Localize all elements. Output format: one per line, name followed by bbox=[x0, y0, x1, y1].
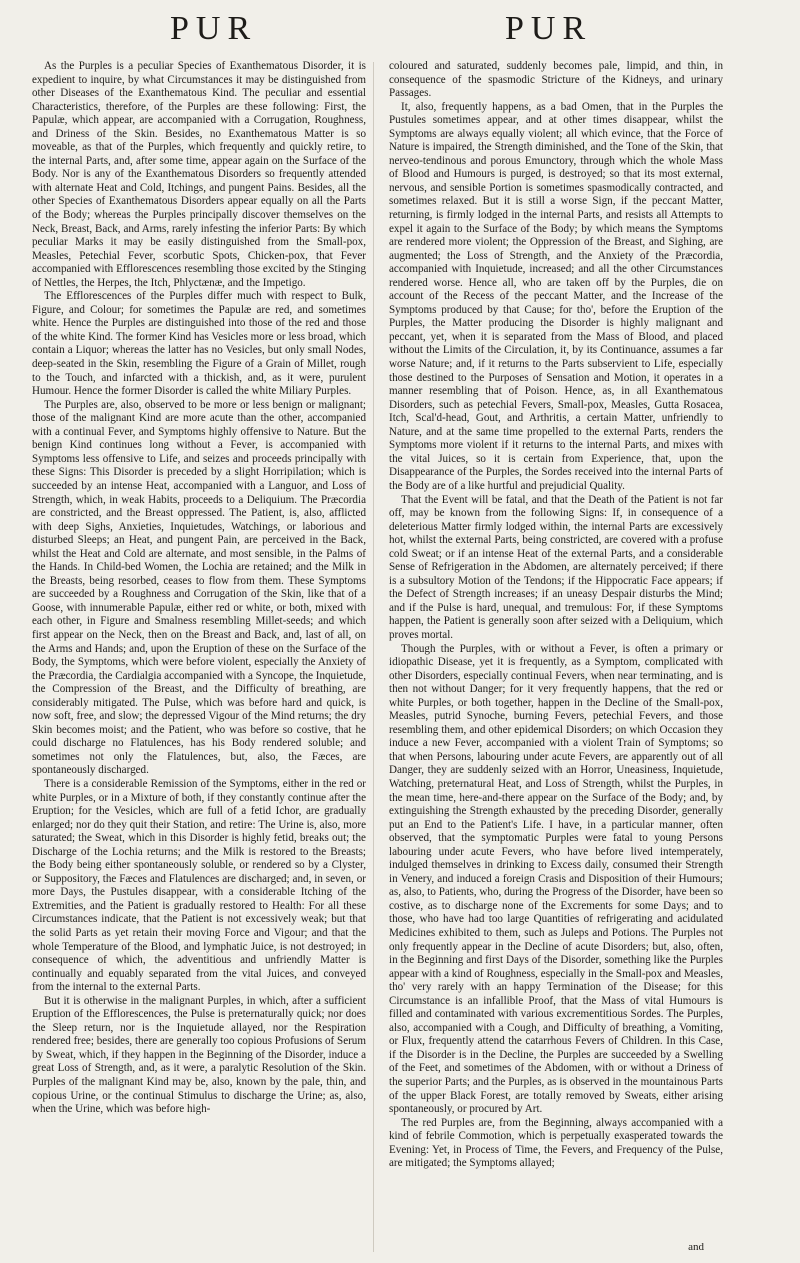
paragraph: As the Purples is a peculiar Species of Exanthematous Disorder, it is expedient to inquire, by what Circumstances it may be distinguished from other Diseases of the Exanthematous Kind. The peculiar and essential Characteristics, therefore, of the Purples are these following: First, the Papulæ, which appear, are accompanied with a Corrugation, Roughness, and Driness of the Skin. Besides, no Exanthematous Matter is so moveable, as that of the Purples, which frequently and quickly retire, to the internal Parts, and, after some time, appear again on the Surface of the Body. Nor is any of the Exanthematous Disorders so frequently attended with alternate Heat and Cold, Itchings, and pungent Pains. Besides, all the other Species of Exanthematous Disorders appear equally on all the Parts of the Body; whereas the Purples principally discover themselves on the Neck, Breast, Back, and Arms, rarely infesting the inferior Parts: By which peculiar Marks it may be easily distinguished from the Small-pox, Measles, Petechial Fever, scorbutic Spots, Chicken-pox, that Fever accompanied with Efflorescences resembling those excited by the Stinging of Nettles, the Herpes, the Itch, Phlyctænæ, and the Impetigo. bbox=[32, 60, 366, 289]
paragraph: That the Event will be fatal, and that the Death of the Patient is not far off, may be known from the following Signs: If, in consequence of a deleterious Matter firmly lodged within, the internal Parts are excessively hot, whilst the external Parts, being constricted, are covered with a profuse cold Sweat; or if an intense Heat of the external Parts, and a considerable Sense of Refrigeration in the Abdomen, are alternately perceived; if there is a subsultory Motion of the Tendons; if the Hippocratic Face appears; if the Defect of Strength increases; if an uneasy Despair disturbs the Mind; and if the Pulse is hard, unequal, and tremulous: For, if these Symptoms happen, the Patient is generally soon after seized with a Deliquium, which proves mortal. bbox=[389, 493, 723, 641]
paragraph: It, also, frequently happens, as a bad Omen, that in the Purples the Pustules sometimes appear, and at other times disappear, whilst the Symptoms are always equally violent; all which evince, that the Force of Nature is impaired, the Strength diminished, and the Tone of the Skin, that nerveo-tendinous and porous Emunctory, through which the whole Mass of Blood and Humours is purged, is destroyed; so that its most external, nervous, and sensible Portion is sometimes spasmodically contracted, and sometimes relaxed. But it is still a worse Sign, if the peccant Matter, returning, is firmly lodged in the internal Parts, and resists all Attempts to expel it again to the Surface of the Body; by which means the Symptoms are rendered more violent; the Oppression of the Breast, and Sighing, are augmented; the Loss of Strength, and the Anxiety of the Præcordia, accompanied with Inquietude, increased; and all the other Circumstances rendered worse. Hence all, who are taken off by the Purples, die on account of the Recess of the peccant Matter, and the Increase of the Symptoms produced by that Cause; for tho', before the Eruption of the Purples, the Matter producing the Disorder is highly malignant and peccant, yet, when it is separated from the Mass of Blood, and placed without the Limits of the Circulation, it, by its Continuance, assumes a far worse Nature; and, if it returns to the Parts subservient to Life, especially those destined to the Purposes of Sensation and Motion, it operates in a manner resembling that of Poison. Hence, as, in all Exanthematous Disorders, such as petechial Fevers, Small-pox, Measles, Gutta Rosacea, Itch, Scal'd-head, Gout, and Arthritis, a certain Matter, unfriendly to Nature, and at the same time propelled to the external Parts, renders the Symptoms more violent if it returns to the internal Parts, and mixes with the vital Juices, so it is certain from Experience, that, upon the Disappearance of the Purples, the Sordes received into the internal Parts of the Body are of a like hurtful and prejudicial Quality. bbox=[389, 100, 723, 492]
paragraph: The Purples are, also, observed to be more or less benign or malignant; those of the malignant Kind are more acute than the other, accompanied with a continual Fever, and Symptoms highly offensive to Nature. But the benign Kind continues long without a Fever, is accompanied with Symptoms less offensive to Life, and seizes and proceeds principally with these Signs: This Disorder is preceded by a slight Horripilation; which is succeeded by an intense Heat, accompanied with a Languor, and Loss of Strength, which, in weak Habits, proceeds to a Deliquium. The Præcordia are constricted, and the Breast oppressed. The Patient, is, also, afflicted with deep Sighs, Anxieties, Inquietudes, Watchings, or laborious and disturbed Sleeps; an Heat, and pungent Pain, are perceived in the Back, whilst the Heat and Cold are alternate, and most sensible, in the Palms of the Hands. In Child-bed Women, the Lochia are retained; and the Milk in the Breasts, being resorbed, ceases to flow from them. These Symptoms are succeeded by a Roughness and Corrugation of the Skin, like that of a Goose, with innumerable Papulæ, either red or white, or both, mixed with each other, in Figure and Smalness resembling Millet-seeds; and which first appear on the Neck, then on the Breast and Back, and, last of all, on the Arms and Hands; and, upon the Eruption of these on the Surface of the Body, the Symptoms, which were before violent, especially the Anxiety of the Præcordia, the Cardialgia accompanied with a Syncope, the Inquietude, the Compression of the Breast, and the Difficulty of breathing, are considerably mitigated. The Pulse, which was before hard and quick, is now soft, free, and slow; the depressed Vigour of the Mind returns; the dry Skin becomes moist; and the Patient, who was before so costive, that he could discharge no Flatulences, has his Body rendered soluble; and sometimes not only the Flatulences, but, also, the Fæces, are spontaneously discharged. bbox=[32, 398, 366, 777]
paragraph: The Efflorescences of the Purples differ much with respect to Bulk, Figure, and Colour; for sometimes the Papulæ are red, and sometimes white. Hence the Purples are distinguished into those of the red and those of the white Kind. The former Kind has Vesicles more or less broad, which contain a Liquor; whereas the latter has no Vesicles, but only small Nodes, deep-seated in the Skin, resembling the Figure of a Grain of Millet, rough to the Touch, and infarcted with a thickish, and, as it were, purulent Humour. Hence the former Disorder is called the white Miliary Purples. bbox=[32, 290, 366, 398]
running-head-right: PUR bbox=[505, 10, 593, 47]
left-column bbox=[32, 60, 366, 1255]
paragraph: The red Purples are, from the Beginning, always accompanied with a kind of febrile Commotion, which is perpetually exasperated towards the Evening: Yet, in Process of Time, the Fevers, and Frequency of the Pulse, are mitigated; the Symptoms allayed; bbox=[389, 1116, 723, 1170]
running-head-left: PUR bbox=[170, 10, 258, 47]
right-column bbox=[389, 60, 723, 1255]
paragraph: coloured and saturated, suddenly becomes pale, limpid, and thin, in consequence of the spasmodic Stricture of the Kidneys, and urinary Passages. bbox=[389, 60, 723, 100]
paragraph: There is a considerable Remission of the Symptoms, either in the red or white Purples, or in a Mixture of both, if they constantly continue after the Eruption; for the Vesicles, which are full of a fetid Ichor, are gradually enlarged; nor do they quit their Station, and retire: The Urine is, also, more saturated; the Sweat, which in this Disorder is highly fetid, breaks out; the Discharge of the Lochia returns; and the Milk is restored to the Breasts; the Body being either spontaneously soluble, or rendered so by a Clyster, or Suppository, the Fæces and Flatulences are discharged; and, in seven, or more Days, the Pustules disappear, with a considerable Itching of the Extremities, and the Patient is gradually restored to Health: For all these Circumstances indicate, that the Patient is not excessively weak; but that the solid Parts as yet retain their moving Force and Vigour; and that the whole Temperature of the Blood, and lymphatic Juice, is not destroyed; in consequence of which, the adventitious and unfriendly Matter is continually and equably separated from the vital Juices, and conveyed from the internal to the external Parts. bbox=[32, 777, 366, 994]
catchword: and bbox=[688, 1241, 704, 1253]
paragraph: But it is otherwise in the malignant Purples, in which, after a sufficient Eruption of the Efflorescences, the Pulse is preternaturally quick; nor does the Sleep return, nor is the Inquietude allayed, nor the Respiration rendered free; besides, there are generally too copious Profusions of Serum by Sweat, which, if they happen in the Beginning of the Disorder, induce a great Loss of Strength, and, as it were, a paralytic Resolution of the Skin. Purples of the malignant Kind may be, also, known by the pale, thin, and copious Urine, or the continual Stimulus to discharge the Urine; as, also, when the Urine, which was before high- bbox=[32, 994, 366, 1116]
paragraph: Though the Purples, with or without a Fever, is often a primary or idiopathic Disease, yet it is frequently, as a Symptom, complicated with other Disorders, especially continual Fevers, when near terminating, and is then not without Danger; for it very frequently happens, that the red or white Purples, or both together, happen in the Decline of the Small-pox, Measles, putrid Synoche, burning Fevers, petechial Fevers, and those resembling them, and other epidemical Disorders; on which Occasion they induce a new Fever, accompanied with a violent Train of Symptoms; so that when Persons, labouring under acute Fevers, are apparently out of all Danger, they are suddenly seized with an Horror, Uneasiness, Inquietude, Watching, preternatural Heat, and Loss of Strength, whilst the Purples, in the mean time, here-and-there appear on the Surface of the Body; and, by extinguishing the Strength exhausted by the preceding Disorder, generally put an End to the Patient's Life. I have, in a particular manner, often observed, that the symptomatic Purples were fatal to young Persons labouring under acute Fevers, who have before lived intemperately, indulged themselves in drinking to Excess daily, consumed their Strength in Venery, and induced a foreign Crasis and Disposition of their Humours; as, also, to Patients, who, during the Progress of the Disorder, have been so costive, as to discharge none of the Excrements for some Days; and to those, who have had too large Quantities of refrigerating and acidulated Medicines exhibited to them, such as Juleps and Potions. The Purples not only frequently appear in the Decline of acute Disorders; but, also, often, in the Beginning and first Days of the Disorder, something like the Purples appear with a kind of Roughness, especially in the Small-pox and Measles, tho' very rarely with an happy Termination of the Disease; for this Circumstance is an infallible Proof, that the Mass of vital Humours is filled and contaminated with various excrementitious Sordes. The Purples, also, accompanied with a Cough, and Difficulty of breathing, a Vomiting, or Flux, frequently attend the catarrhous Fevers of Children. In this Case, if the Disorder is in the Decline, the Purples are succeeded by a Swelling of the Feet, and sometimes of the Abdomen, with or without a Driness of the superior Parts; and the Purples, as is observed in the mountainous Parts of the upper Black Forest, are totally removed by Sweats, either arising spontaneously, or procured by Art. bbox=[389, 642, 723, 1116]
column-divider bbox=[373, 62, 374, 1252]
